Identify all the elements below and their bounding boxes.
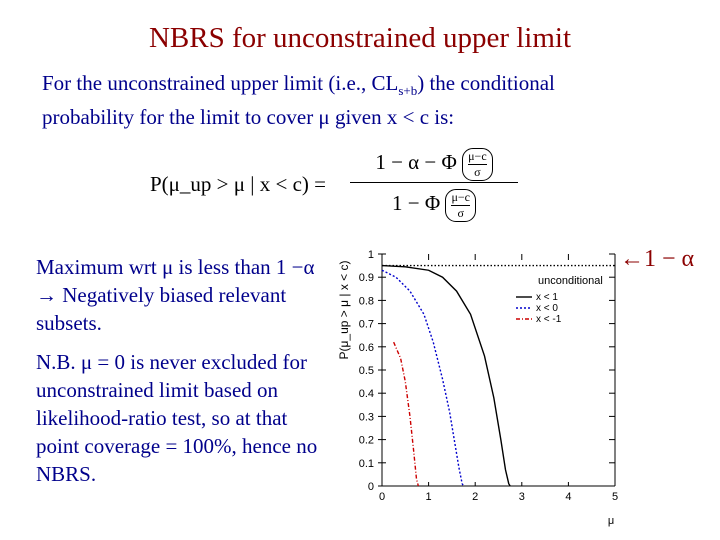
- small-fraction-den: [445, 189, 476, 222]
- x-tick-label: 4: [565, 491, 572, 503]
- x-tick-label: 1: [425, 491, 432, 503]
- series-line-x-1: [382, 266, 510, 486]
- y-tick-label: 0.4: [358, 388, 374, 401]
- intro-line1: For the unconstrained upper limit (i.e., CL: [42, 71, 399, 95]
- legend-entry: x < 0: [536, 303, 558, 314]
- small-frac-top: μ−c: [451, 189, 470, 204]
- y-tick-label: 0.2: [358, 434, 374, 447]
- y-tick-label: 0.5: [358, 365, 374, 377]
- formula-denominator: [350, 183, 518, 223]
- formula-num-prefix: 1 − α − Φ: [375, 150, 457, 174]
- coverage-chart: [330, 240, 630, 530]
- x-tick-label: 2: [472, 491, 479, 503]
- text-block-negative-bias: Maximum wrt μ is less than 1 −α → Negatively biased relevant subsets.: [36, 255, 315, 335]
- x-tick-label: 5: [611, 491, 619, 503]
- legend-entry: x < 1: [536, 292, 558, 303]
- legend-entry: x < -1: [536, 314, 562, 325]
- x-tick-label: 3: [518, 491, 525, 503]
- small-frac-bottom: σ: [457, 205, 464, 220]
- y-tick-label: 0.9: [358, 272, 374, 285]
- x-tick-label: 0: [378, 491, 386, 503]
- small-frac-bottom: σ: [474, 164, 481, 179]
- formula-numerator: [350, 142, 518, 182]
- intro-line1-end: ) the conditional: [417, 71, 555, 95]
- y-tick-label: 1: [367, 249, 374, 261]
- slide-title: NBRS for unconstrained upper limit: [148, 22, 572, 54]
- y-tick-label: 0: [367, 481, 374, 493]
- y-tick-label: 0.1: [358, 457, 374, 470]
- text-block-nb-note: N.B. μ = 0 is never excluded for unconstrained limit based on likelihood-ratio test, so at that point coverage = 100%, hence no NBRS.: [36, 350, 318, 486]
- intro-line2: probability for the limit to cover μ given x < c is:: [42, 105, 455, 130]
- formula-lhs: P(μ_up > μ | x < c) =: [150, 172, 326, 196]
- y-tick-label: 0.7: [358, 318, 374, 331]
- formula-fraction: [350, 142, 518, 223]
- intro-text: [42, 70, 682, 131]
- one-minus-alpha-annotation: ←1 − α: [620, 246, 695, 272]
- x-axis-label: μ: [607, 515, 615, 527]
- legend-title: unconditional: [538, 275, 603, 287]
- series-line-x-1: [394, 342, 419, 486]
- formula-den-prefix: 1 − Φ: [392, 191, 441, 215]
- series-line-x-0: [382, 270, 464, 486]
- small-fraction-num: [462, 148, 493, 181]
- y-tick-label: 0.8: [358, 295, 374, 308]
- intro-subscript: s+b: [398, 83, 418, 99]
- small-frac-top: μ−c: [468, 148, 487, 163]
- y-axis-label: P(μ_up > μ | x < c): [337, 260, 351, 360]
- y-tick-label: 0.6: [358, 341, 374, 354]
- y-tick-label: 0.3: [358, 411, 374, 424]
